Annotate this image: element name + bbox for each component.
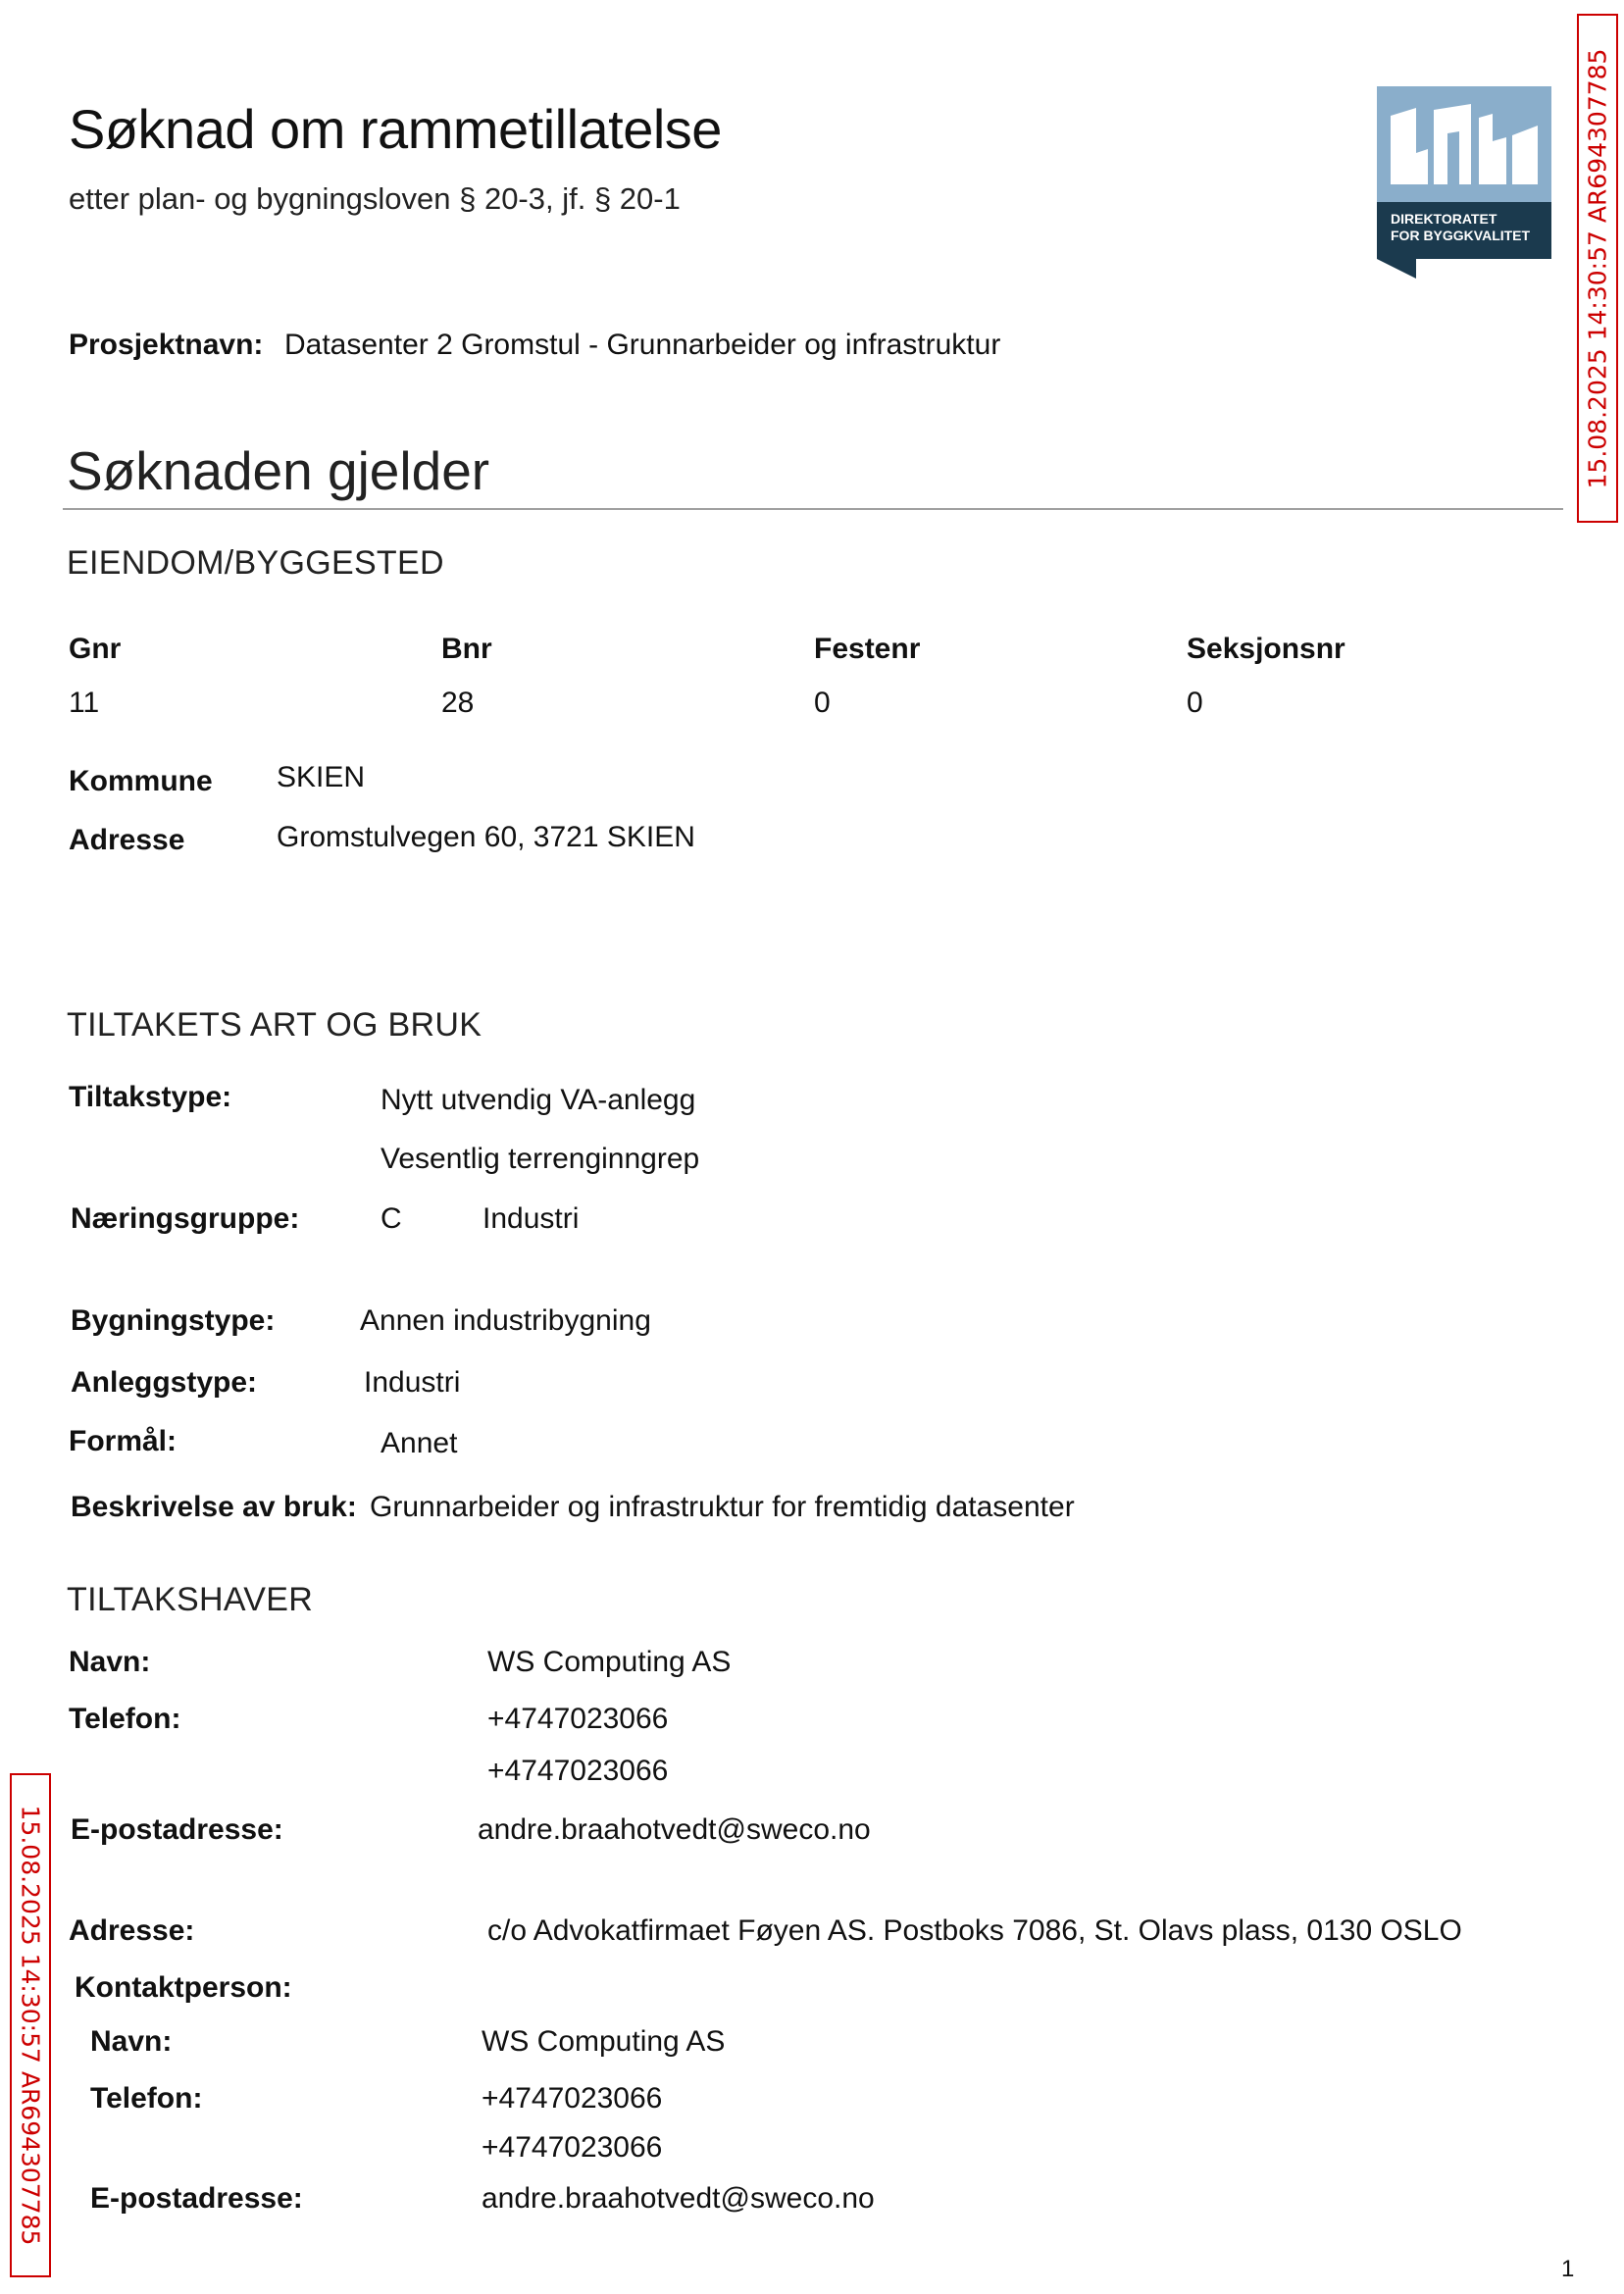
seksjonsnr-label: Seksjonsnr xyxy=(1187,633,1345,665)
naeringsgruppe-value: Industri xyxy=(482,1202,580,1235)
festenr-value: 0 xyxy=(814,687,831,719)
bygningstype-label: Bygningstype: xyxy=(71,1304,276,1337)
tiltakshaver-epost-label: E-postadresse: xyxy=(71,1813,283,1846)
tiltakshaver-telefon-value-1: +4747023066 xyxy=(487,1703,669,1735)
anleggstype-value: Industri xyxy=(364,1366,461,1399)
project-name: Datasenter 2 Gromstul - Grunnarbeider og infrastruktur xyxy=(284,329,1001,361)
gnr-value: 11 xyxy=(69,687,100,719)
beskrivelse-label: Beskrivelse av bruk: xyxy=(71,1491,357,1523)
dibk-logo-graphic xyxy=(1377,86,1551,279)
beskrivelse-value: Grunnarbeider og infrastruktur for fremtidig datasenter xyxy=(370,1491,1075,1523)
kontakt-telefon-label: Telefon: xyxy=(90,2082,203,2115)
logo-text-1: DIREKTORATET xyxy=(1391,211,1497,227)
stamp-text-top: 15.08.2025 14:30:57 AR694307785 xyxy=(1583,48,1612,488)
section-divider xyxy=(63,508,1563,510)
kontakt-navn-value: WS Computing AS xyxy=(482,2025,726,2058)
tiltakshaver-heading: TILTAKSHAVER xyxy=(67,1581,314,1618)
section-title: Søknaden gjelder xyxy=(67,440,490,501)
tiltakstype-label: Tiltakstype: xyxy=(69,1081,232,1113)
kontaktperson-label: Kontaktperson: xyxy=(75,1971,292,2004)
tiltakshaver-adresse-value: c/o Advokatfirmaet Føyen AS. Postboks 7086, St. Olavs plass, 0130 OSLO xyxy=(487,1914,1462,1947)
stamp-text-bottom: 15.08.2025 14:30:57 AR694307785 xyxy=(16,1805,45,2246)
anleggstype-label: Anleggstype: xyxy=(71,1366,258,1399)
bnr-value: 28 xyxy=(441,687,475,719)
naeringsgruppe-label: Næringsgruppe: xyxy=(71,1202,300,1235)
kontakt-epost-label: E-postadresse: xyxy=(90,2182,303,2215)
document-subtitle: etter plan- og bygningsloven § 20-3, jf. § 20-1 xyxy=(69,181,681,216)
adresse-value: Gromstulvegen 60, 3721 SKIEN xyxy=(277,821,695,853)
gnr-label: Gnr xyxy=(69,633,122,665)
kontakt-telefon-value-1: +4747023066 xyxy=(482,2082,663,2115)
formal-label: Formål: xyxy=(69,1425,178,1457)
kontakt-navn-label: Navn: xyxy=(90,2025,173,2058)
timestamp-stamp-bottom xyxy=(10,1773,51,2277)
dibk-logo xyxy=(1377,86,1551,279)
kommune-value: SKIEN xyxy=(277,761,366,793)
bygningstype-value: Annen industribygning xyxy=(360,1304,651,1337)
tiltakshaver-telefon-value-2: +4747023066 xyxy=(487,1755,669,1787)
seksjonsnr-value: 0 xyxy=(1187,687,1203,719)
timestamp-stamp-top xyxy=(1577,14,1618,523)
project-label: Prosjektnavn: xyxy=(69,329,264,361)
tiltakshaver-navn-value: WS Computing AS xyxy=(487,1646,732,1678)
kontakt-epost-value: andre.braahotvedt@sweco.no xyxy=(482,2182,875,2215)
page-number: 1 xyxy=(1561,2256,1575,2282)
logo-text-2: FOR BYGGKVALITET xyxy=(1391,228,1531,243)
tiltakshaver-epost-value: andre.braahotvedt@sweco.no xyxy=(478,1813,871,1846)
tiltakshaver-adresse-label: Adresse: xyxy=(69,1914,195,1947)
kommune-label: Kommune xyxy=(69,765,213,797)
naeringsgruppe-code: C xyxy=(381,1202,402,1235)
tiltak-heading: TILTAKETS ART OG BRUK xyxy=(67,1006,482,1044)
document-title: Søknad om rammetillatelse xyxy=(69,98,722,160)
tiltakstype-value-1: Nytt utvendig VA-anlegg xyxy=(381,1084,696,1116)
festenr-label: Festenr xyxy=(814,633,921,665)
tiltakshaver-navn-label: Navn: xyxy=(69,1646,151,1678)
kontakt-telefon-value-2: +4747023066 xyxy=(482,2131,663,2164)
bnr-label: Bnr xyxy=(441,633,492,665)
adresse-label: Adresse xyxy=(69,824,185,856)
tiltakstype-value-2: Vesentlig terrenginngrep xyxy=(381,1143,700,1175)
eiendom-heading: EIENDOM/BYGGESTED xyxy=(67,544,444,582)
tiltakshaver-telefon-label: Telefon: xyxy=(69,1703,181,1735)
formal-value: Annet xyxy=(381,1427,458,1459)
